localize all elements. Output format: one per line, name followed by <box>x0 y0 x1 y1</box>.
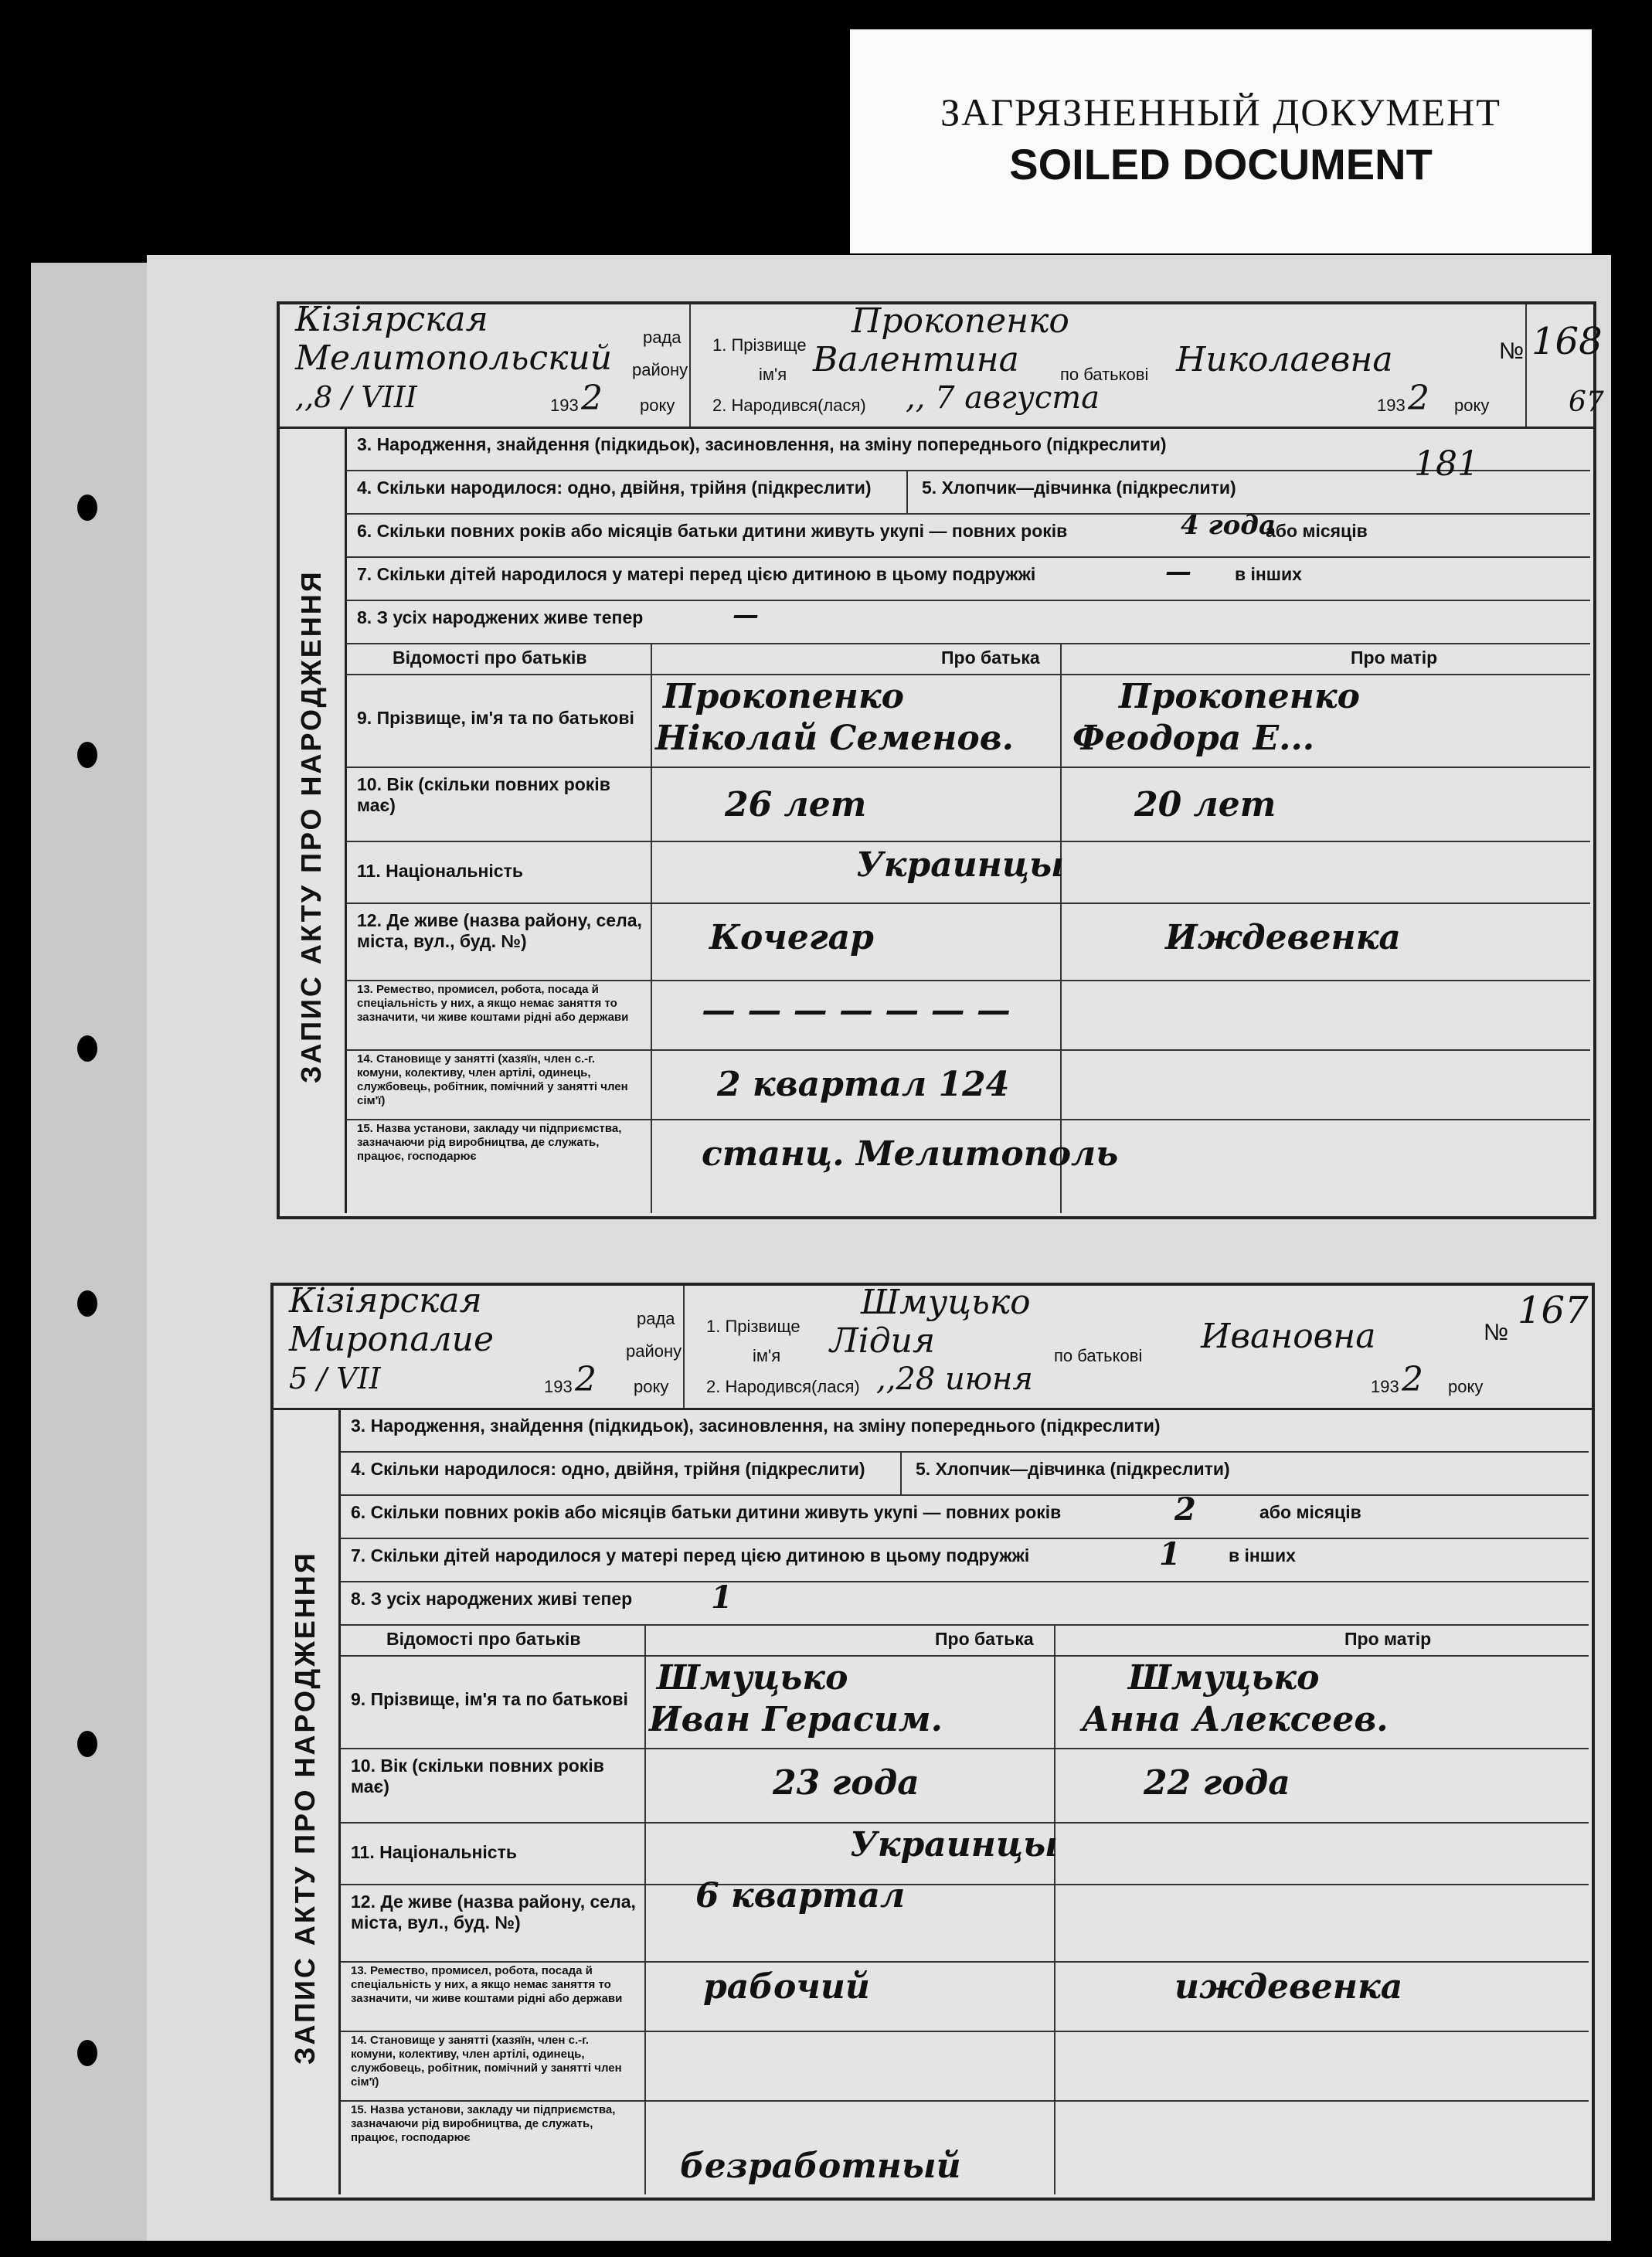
born-year-digit: 2 <box>1402 1360 1423 1399</box>
row-4: 4. Скільки народилося: одно, двійня, трійня (підкреслити) 5. Хлопчик—дівчинка (підкреслити) <box>346 470 1590 515</box>
year-prefix: 193 <box>544 1377 573 1396</box>
registration-date: ,,8 / VIII <box>295 380 417 414</box>
raion-value: Мелитопольский <box>295 338 613 378</box>
rok-label: року <box>634 1377 669 1396</box>
row-12: 12. Де живе (назва району, села, міста, вул., буд. №) 6 квартал <box>340 1884 1589 1963</box>
row-8: 8. З усіх народжених живе тепер — <box>346 600 1590 644</box>
raion-label: району <box>632 360 688 379</box>
patronymic-value: Ивановна <box>1201 1317 1376 1356</box>
row-7: 7. Скільки дітей народилося у матері перед цією дитиною в цьому подружжі 1 в інших <box>340 1538 1589 1582</box>
name-label: ім'я <box>753 1346 781 1365</box>
number-sign: № <box>1499 338 1525 364</box>
rada-value: Кізіярская <box>289 1281 482 1321</box>
row-9: 9. Прізвище, ім'я та по батькові Шмуцько Иван Герасим. Шмуцько Анна Алексеев. <box>340 1655 1589 1749</box>
patronymic-label: по батькові <box>1060 365 1149 384</box>
row-3: 3. Народження, знайдення (підкидьок), засиновлення, на зміну попереднього (підкреслити) <box>346 427 1590 471</box>
row-10: 10. Вік (скільки повних років має) 23 года 22 года <box>340 1748 1589 1824</box>
born-rok-label: року <box>1448 1377 1484 1396</box>
row-7: 7. Скільки дітей народилося у матері перед цією дитиною в цьому подружжі — в інших <box>346 556 1590 601</box>
name-value: Валентина <box>813 340 1019 379</box>
margin-note: 67 <box>1569 386 1604 418</box>
surname-value: Прокопенко <box>851 301 1069 341</box>
name-value: Лідия <box>830 1321 936 1361</box>
row-13: 13. Ремество, промисел, робота, посада й спеціальність у них, а якщо немає заняття то зазначити, чи живе коштами рідні або держави — — — — — — — <box>346 980 1590 1051</box>
stamp-english: SOILED DOCUMENT <box>1009 140 1433 189</box>
year-prefix: 193 <box>550 396 579 415</box>
row-3: 3. Народження, знайдення (підкидьок), засиновлення, на зміну попереднього (підкреслити) <box>340 1408 1589 1453</box>
rok-label: року <box>640 396 675 415</box>
side-title-cell <box>280 427 347 1213</box>
row-8: 8. З усіх народжених живі тепер 1 <box>340 1581 1589 1626</box>
record-number: 168 <box>1531 320 1603 363</box>
born-value: ,,28 июня <box>876 1361 1033 1397</box>
surname-label: 1. Прізвище <box>712 335 807 355</box>
name-label: ім'я <box>759 365 787 384</box>
row-14: 14. Становище у занятті (хазяїн, член с.-г. комуни, колективу, член артілі, одинець, службовець, робітник, помічний у занятті член сім'ї) 2 квартал 124 <box>346 1049 1590 1120</box>
born-year-prefix: 193 <box>1377 396 1406 415</box>
year-digit: 2 <box>581 379 603 418</box>
born-year-prefix: 193 <box>1371 1377 1399 1396</box>
born-rok-label: року <box>1454 396 1490 415</box>
row-12: 12. Де живе (назва району, села, міста, вул., буд. №) Кочегар Иждевенка <box>346 902 1590 981</box>
row-15: 15. Назва установи, закладу чи підприємства, зазначаючи рід виробництва, де служать, працює, господарює безработный <box>351 2103 961 2186</box>
number-sign: № <box>1484 1320 1509 1345</box>
birth-record-1 <box>277 300 1603 1219</box>
record-number: 167 <box>1518 1289 1589 1332</box>
born-year-digit: 2 <box>1408 379 1429 418</box>
row-9: 9. Прізвище, ім'я та по батькові Прокопенко Ніколай Семенов. Прокопенко Феодора Е... <box>346 674 1590 768</box>
patronymic-value: Николаевна <box>1176 340 1393 379</box>
binding-strip <box>31 263 150 2241</box>
row-6: 6. Скільки повних років або місяців батьки дитини живуть укупі — повних років 2 або місяців <box>340 1494 1589 1539</box>
record-header <box>280 300 1603 429</box>
rada-label: рада <box>643 328 682 347</box>
record-header <box>274 1281 1592 1410</box>
parents-header: Відомості про батьків Про батька Про матір <box>346 643 1590 675</box>
row-15: 15. Назва установи, закладу чи підприємства, зазначаючи рід виробництва, де служать, працює, господарює станц. Мелитополь <box>357 1122 1119 1174</box>
surname-label: 1. Прізвище <box>706 1317 801 1336</box>
punch-hole <box>77 1290 97 1317</box>
born-value: ,, 7 августа <box>906 380 1100 416</box>
raion-value: Миропалие <box>289 1320 495 1359</box>
rada-value: Кізіярская <box>295 300 488 339</box>
row-13: 13. Ремество, промисел, робота, посада й спеціальність у них, а якщо немає заняття то зазначити, чи живе коштами рідні або держави рабочий иждевенка <box>340 1961 1589 2032</box>
born-label: 2. Народився(лася) <box>706 1377 860 1396</box>
punch-hole <box>77 2040 97 2066</box>
surname-value: Шмуцько <box>861 1283 1031 1322</box>
row-4: 4. Скільки народилося: одно, двійня, трійня (підкреслити) 5. Хлопчик—дівчинка (підкреслити) <box>340 1451 1589 1496</box>
raion-label: району <box>626 1341 682 1361</box>
registration-date: 5 / VII <box>289 1361 381 1395</box>
punch-hole <box>77 1731 97 1757</box>
row-6: 6. Скільки повних років або місяців батьки дитини живуть укупі — повних років 4 года або місяців <box>346 513 1590 558</box>
margin-note: 181 <box>1414 444 1479 484</box>
parents-header: Відомості про батьків Про батька Про матір <box>340 1624 1589 1657</box>
stamp-russian: ЗАГРЯЗНЕННЫЙ ДОКУМЕНТ <box>940 90 1501 134</box>
punch-hole <box>77 495 97 521</box>
side-title: ЗАПИС АКТУ ПРО НАРОДЖЕННЯ <box>295 569 327 1083</box>
year-digit: 2 <box>575 1360 597 1399</box>
patronymic-label: по батькові <box>1054 1346 1143 1365</box>
side-title-cell <box>274 1408 341 2194</box>
birth-record-2 <box>270 1283 1595 2201</box>
row-14: 14. Становище у занятті (хазяїн, член с.-г. комуни, колективу, член артілі, одинець, службовець, робітник, помічний у занятті член сім'ї) <box>340 2031 1589 2102</box>
row-10: 10. Вік (скільки повних років має) 26 лет 20 лет <box>346 766 1590 842</box>
row-11: 11. Національність Украинцы <box>346 841 1590 904</box>
punch-hole <box>77 742 97 768</box>
punch-hole <box>77 1035 97 1062</box>
born-label: 2. Народився(лася) <box>712 396 866 415</box>
soiled-stamp <box>850 29 1592 253</box>
document-page <box>147 255 1611 2241</box>
rada-label: рада <box>637 1309 675 1328</box>
side-title: ЗАПИС АКТУ ПРО НАРОДЖЕННЯ <box>289 1551 321 2065</box>
row-11: 11. Національність Украинцы <box>340 1822 1589 1885</box>
